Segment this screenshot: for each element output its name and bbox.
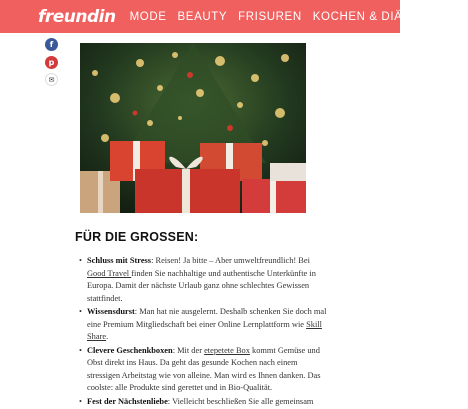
list-item-title: Clevere Geschenkboxen <box>87 345 173 355</box>
christmas-gifts-photo <box>80 43 306 213</box>
etepetete-box-link[interactable]: etepetete Box <box>204 345 250 355</box>
main-nav <box>130 11 468 23</box>
list-item-title: Fest der Nächstenliebe <box>87 396 168 406</box>
list-item <box>79 396 329 409</box>
list-item-title: Wissensdurst <box>87 307 135 316</box>
top-navigation-bar <box>0 0 457 33</box>
list-item-text: : Mit der <box>172 345 205 355</box>
nav-item-beauty[interactable]: BEAUTY <box>177 10 228 23</box>
list-item-text: kommt Gemüse und Obst direkt ins Haus. Da geht das gesunde Kochen nach einem stressigen Arbeitstag wie von alleine. Man wird es Ihnen danken. Das coolste: alle Produkte sind gerettet und in Bio-Qualität. <box>87 345 321 392</box>
pinterest-share-icon[interactable]: p <box>45 56 58 69</box>
site-logo[interactable]: freundin <box>38 6 116 27</box>
nav-item-mode[interactable]: MODE <box>129 10 167 23</box>
skill-share-link[interactable]: Skill Share <box>87 319 322 341</box>
list-item-text: finden Sie nachhaltige und authentische Unterkünfte in Europa. Damit der nächste Urlaub ganz ohne schlechtes Gewissen stattfindet. <box>87 268 316 303</box>
list-item <box>79 255 329 305</box>
nav-item-kochen-diaet[interactable]: KOCHEN & DIÄT <box>312 10 411 23</box>
list-item-text: : Reisen! Ja bitte – Aber umweltfreundlich! Bei <box>151 256 310 265</box>
section-heading: FÜR DIE GROSSEN: <box>75 230 199 244</box>
list-item-text: : Vielleicht beschließen Sie alle gemeinsam <box>167 396 314 406</box>
nav-item-liebe[interactable]: LIEBE <box>421 10 457 23</box>
nav-item-frisuren[interactable]: FRISUREN <box>238 10 302 23</box>
email-share-icon[interactable]: ✉ <box>45 73 58 86</box>
list-item-text: . <box>106 332 109 341</box>
list-item <box>79 345 329 395</box>
facebook-share-icon[interactable]: f <box>45 38 58 51</box>
good-travel-link[interactable]: Good Travel <box>87 268 132 278</box>
list-item <box>79 306 329 344</box>
list-item-title: Schluss mit Stress <box>87 256 152 265</box>
gift-list <box>79 255 329 409</box>
list-item-text: : Man hat nie ausgelernt. Deshalb schenken Sie doch mal eine Premium Mitgliedschaft bei einer Online Lernplattform wie <box>87 307 327 329</box>
